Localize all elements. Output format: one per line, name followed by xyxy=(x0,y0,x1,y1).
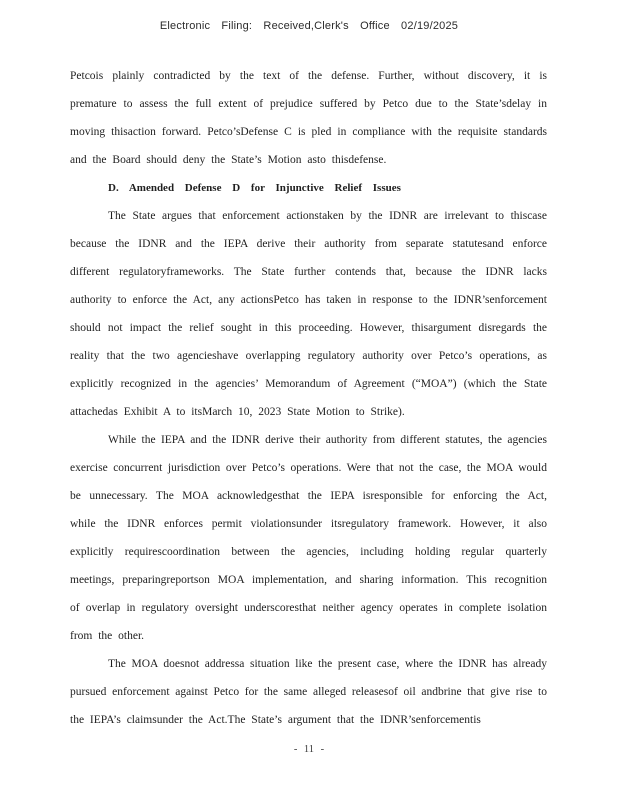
body-text-line: while the IDNR enforces permit violationsunder itsregulatory framework. However, it also xyxy=(70,518,547,530)
body-text-line: Petcois plainly contradicted by the text of the defense. Further, without discovery, it is xyxy=(70,70,547,82)
body-text-line: the IEPA’s claimsunder the Act.The State’s argument that the IDNR’senforcementis xyxy=(70,714,481,726)
body-text-line: moving thisaction forward. Petco’sDefense C is pled in compliance with the requisite standards xyxy=(70,126,547,138)
body-text-line: pursued enforcement against Petco for the same alleged releasesof oil andbrine that give rise to xyxy=(70,686,547,698)
body-text-line: because the IDNR and the IEPA derive their authority from separate statutesand enforce xyxy=(70,238,547,250)
body-text-line: premature to assess the full extent of prejudice suffered by Petco due to the State’sdelay in xyxy=(70,98,547,110)
section-heading: D. Amended Defense D for Injunctive Relief Issues xyxy=(108,182,401,194)
body-text-line: authority to enforce the Act, any actionsPetco has taken in response to the IDNR’senforcement xyxy=(70,294,547,306)
body-text-line: The MOA doesnot addressa situation like the present case, where the IDNR has already xyxy=(108,658,547,670)
body-text-line: from the other. xyxy=(70,630,145,642)
body-text-line: different regulatoryframeworks. The State further contends that, because the IDNR lacks xyxy=(70,266,547,278)
body-text-line: exercise concurrent jurisdiction over Petco’s operations. Were that not the case, the MOA would xyxy=(70,462,547,474)
body-text-line: explicitly recognized in the agencies’ Memorandum of Agreement (“MOA”) (which the State xyxy=(70,378,547,390)
body-text-line: be unnecessary. The MOA acknowledgesthat the IEPA isresponsible for enforcing the Act, xyxy=(70,490,547,502)
electronic-filing-header: Electronic Filing: Received,Clerk's Office 02/19/2025 xyxy=(159,20,459,32)
body-text-line: reality that the two agencieshave overlapping regulatory authority over Petco’s operations, as xyxy=(70,350,547,362)
body-text-line: of overlap in regulatory oversight underscoresthat neither agency operates in complete isolation xyxy=(70,602,547,614)
body-text-line: attachedas Exhibit A to itsMarch 10, 2023 State Motion to Strike). xyxy=(70,406,405,418)
body-text-line: While the IEPA and the IDNR derive their authority from different statutes, the agencies xyxy=(108,434,547,446)
body-text-line: and the Board should deny the State’s Motion asto thisdefense. xyxy=(70,154,387,166)
body-text-line: explicitly requirescoordination between the agencies, including holding regular quarterly xyxy=(70,546,547,558)
body-text-line: The State argues that enforcement actionstaken by the IDNR are irrelevant to thiscase xyxy=(108,210,547,222)
body-text-line: should not impact the relief sought in this proceeding. However, thisargument disregards the xyxy=(70,322,547,334)
document-body xyxy=(70,62,547,734)
body-text-line: meetings, preparingreportson MOA implementation, and sharing information. This recognition xyxy=(70,574,547,586)
page-number: - 11 - xyxy=(293,744,325,755)
